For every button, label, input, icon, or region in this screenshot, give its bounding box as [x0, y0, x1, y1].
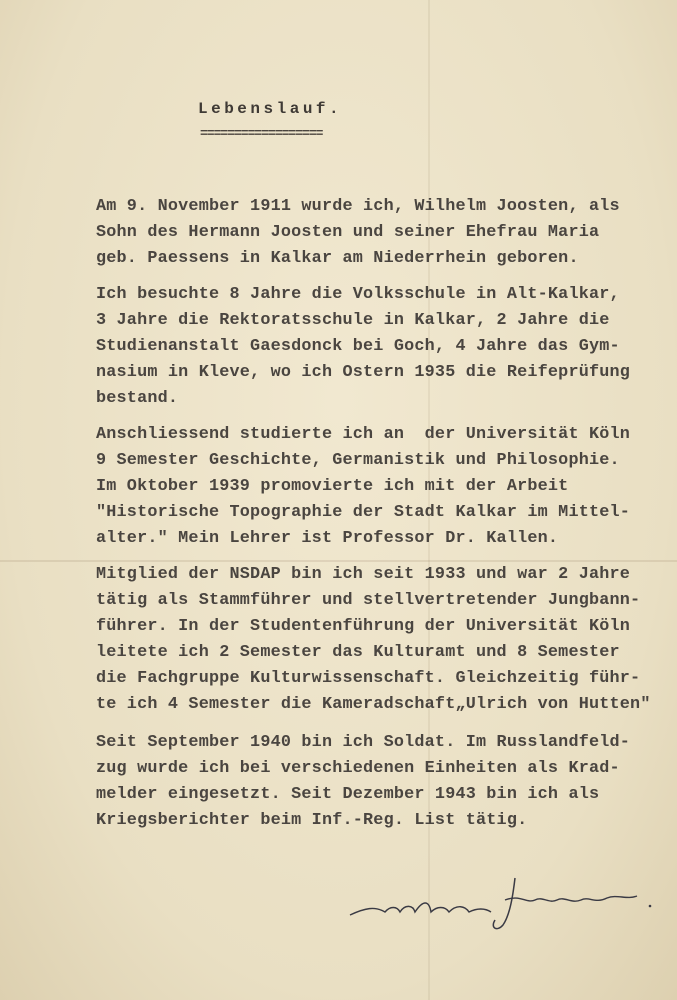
- text-line: geb. Paessens in Kalkar am Niederrhein geboren.: [96, 249, 579, 268]
- text-line: "Historische Topographie der Stadt Kalkar im Mittel-: [96, 503, 631, 522]
- text-line: die Fachgruppe Kulturwissenschaft. Gleichzeitig führ-: [96, 669, 641, 688]
- text-line: Kriegsberichter beim Inf.-Reg. List tätig.: [96, 811, 528, 830]
- text-line: Im Oktober 1939 promovierte ich mit der Arbeit: [96, 477, 569, 496]
- text-line: 9 Semester Geschichte, Germanistik und Philosophie.: [96, 451, 620, 470]
- text-line: alter." Mein Lehrer ist Professor Dr. Kallen.: [96, 529, 559, 548]
- text-line: Seit September 1940 bin ich Soldat. Im Russlandfeld-: [96, 733, 631, 752]
- text-line: zug wurde ich bei verschiedenen Einheiten als Krad-: [96, 759, 620, 778]
- text-line: tätig als Stammführer und stellvertretender Jungbann-: [96, 591, 641, 610]
- text-line: te ich 4 Semester die Kameradschaft„Ulrich von Hutten": [96, 695, 651, 714]
- text-line: nasium in Kleve, wo ich Ostern 1935 die Reifeprüfung: [96, 363, 631, 382]
- text-line: Am 9. November 1911 wurde ich, Wilhelm Joosten, als: [96, 197, 620, 216]
- text-line: 3 Jahre die Rektoratsschule in Kalkar, 2 Jahre die: [96, 311, 610, 330]
- text-line: Studienanstalt Gaesdonck bei Goch, 4 Jahre das Gym-: [96, 337, 620, 356]
- title-underline: ==================: [200, 126, 323, 141]
- text-line: Ich besuchte 8 Jahre die Volksschule in Alt-Kalkar,: [96, 285, 620, 304]
- paper-fold: [0, 560, 677, 562]
- document-title: Lebenslauf.: [198, 100, 343, 118]
- text-line: bestand.: [96, 389, 179, 408]
- text-line: melder eingesetzt. Seit Dezember 1943 bin ich als: [96, 785, 600, 804]
- handwritten-signature: [345, 870, 665, 940]
- text-line: Anschliessend studierte ich an der Universität Köln: [96, 425, 631, 444]
- paper-fold-vertical: [428, 0, 430, 1000]
- text-line: Mitglied der NSDAP bin ich seit 1933 und war 2 Jahre: [96, 565, 631, 584]
- text-line: leitete ich 2 Semester das Kulturamt und 8 Semester: [96, 643, 620, 662]
- text-line: führer. In der Studentenführung der Universität Köln: [96, 617, 631, 636]
- text-line: Sohn des Hermann Joosten und seiner Ehefrau Maria: [96, 223, 600, 242]
